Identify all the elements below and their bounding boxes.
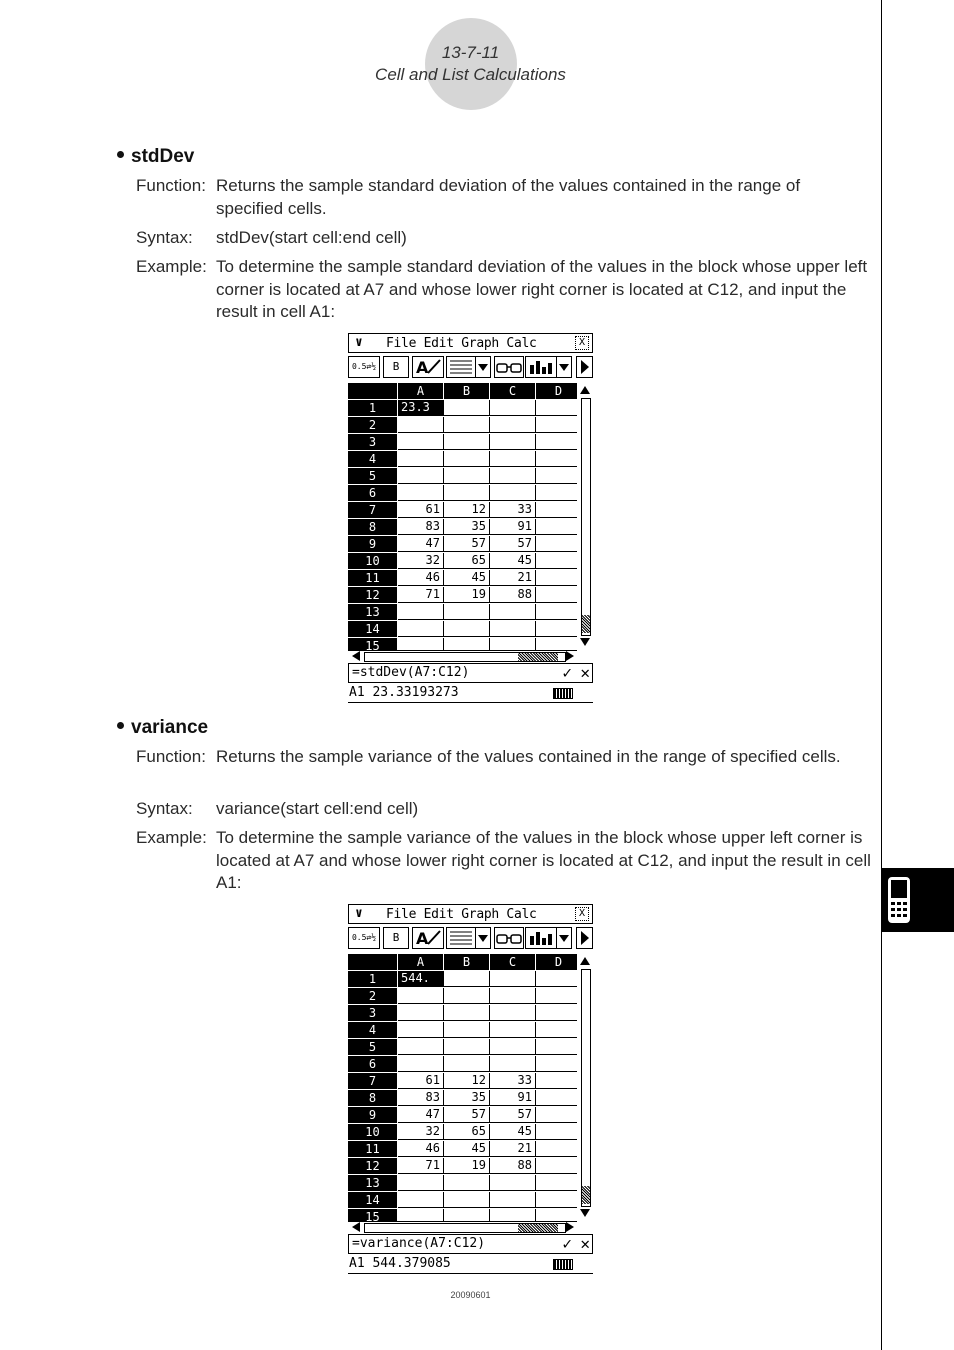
cell-b10[interactable]: 65 xyxy=(444,553,490,569)
row-header-3[interactable]: 3 xyxy=(348,434,397,450)
menu-bar xyxy=(348,333,593,353)
cell-a10[interactable]: 32 xyxy=(398,1124,444,1140)
cell-a12[interactable]: 71 xyxy=(398,1158,444,1174)
cell-c11[interactable]: 21 xyxy=(490,570,536,586)
align-icon[interactable] xyxy=(446,927,476,949)
toolbar xyxy=(348,927,593,949)
cell-c3[interactable] xyxy=(490,1005,536,1021)
cell-d7[interactable] xyxy=(536,1073,577,1089)
stddev-example: Example: To determine the sample standard deviation of the values in the block whose upper left corner is located at A7 and whose lower right corner is located at C12, and input the result in cell A1: xyxy=(136,257,868,321)
formula-edit-box[interactable] xyxy=(348,1234,593,1254)
footer-code: 20090601 xyxy=(450,1290,491,1300)
cell-b2[interactable] xyxy=(444,988,490,1004)
row-header-1[interactable]: 1 xyxy=(348,971,397,987)
cell-d10[interactable] xyxy=(536,553,577,569)
cell-b6[interactable] xyxy=(444,485,490,501)
page-number: 13-7-11 xyxy=(441,43,500,62)
scroll-track[interactable] xyxy=(581,969,591,1207)
scroll-right-icon[interactable] xyxy=(576,356,593,378)
cell-d1[interactable] xyxy=(536,400,577,416)
cell-d13[interactable] xyxy=(536,604,577,620)
cell-a13[interactable] xyxy=(398,1175,444,1191)
cell-b14[interactable] xyxy=(444,621,490,637)
row-header-9[interactable]: 9 xyxy=(348,1107,397,1123)
cell-b11[interactable]: 45 xyxy=(444,570,490,586)
cell-c11[interactable]: 21 xyxy=(490,1141,536,1157)
row-header-10[interactable]: 10 xyxy=(348,553,397,569)
fraction-toggle-button[interactable]: 0.5⇄½ xyxy=(348,927,380,949)
cell-a9[interactable]: 47 xyxy=(398,536,444,552)
cell-d5[interactable] xyxy=(536,1039,577,1055)
spreadsheet-area xyxy=(348,954,593,1224)
edit-pencil-icon[interactable] xyxy=(412,927,444,949)
cell-a4[interactable] xyxy=(398,451,444,467)
grid-corner xyxy=(348,383,397,399)
row-header-10[interactable]: 10 xyxy=(348,1124,397,1140)
cell-c14[interactable] xyxy=(490,1192,536,1208)
check-icon[interactable]: ✓ xyxy=(562,1234,572,1253)
variance-heading: variance xyxy=(117,717,208,739)
cell-d11[interactable] xyxy=(536,570,577,586)
cell-d4[interactable] xyxy=(536,1022,577,1038)
stddev-calculator-screen xyxy=(348,333,593,705)
cell-d8[interactable] xyxy=(536,1090,577,1106)
spreadsheet-grid xyxy=(348,954,577,1222)
variance-function: Function: Returns the sample variance of the values contained in the range of specified cells. xyxy=(136,747,841,766)
close-icon[interactable]: X xyxy=(575,336,589,350)
bullet-icon xyxy=(117,722,124,729)
cell-c2[interactable] xyxy=(490,417,536,433)
classpad-calculator-icon xyxy=(887,876,911,924)
cell-c8[interactable]: 91 xyxy=(490,1090,536,1106)
column-header-c[interactable]: C xyxy=(490,383,535,399)
cell-a11[interactable]: 46 xyxy=(398,1141,444,1157)
bullet-icon xyxy=(117,151,124,158)
cell-b12[interactable]: 19 xyxy=(444,1158,490,1174)
cell-a2[interactable] xyxy=(398,417,444,433)
row-header-3[interactable]: 3 xyxy=(348,1005,397,1021)
row-header-13[interactable]: 13 xyxy=(348,1175,397,1191)
scroll-right-icon[interactable] xyxy=(576,927,593,949)
row-header-7[interactable]: 7 xyxy=(348,502,397,518)
row-header-11[interactable]: 11 xyxy=(348,1141,397,1157)
cell-c4[interactable] xyxy=(490,1022,536,1038)
cell-b13[interactable] xyxy=(444,604,490,620)
cell-c9[interactable]: 57 xyxy=(490,536,536,552)
grid-corner xyxy=(348,954,397,970)
cell-c6[interactable] xyxy=(490,485,536,501)
cell-b7[interactable]: 12 xyxy=(444,1073,490,1089)
cell-d6[interactable] xyxy=(536,1056,577,1072)
cell-b11[interactable]: 45 xyxy=(444,1141,490,1157)
cell-d5[interactable] xyxy=(536,468,577,484)
view-glasses-icon[interactable] xyxy=(494,356,524,378)
bold-button[interactable]: B xyxy=(383,356,409,378)
cell-b6[interactable] xyxy=(444,1056,490,1072)
cell-b9[interactable]: 57 xyxy=(444,1107,490,1123)
cell-c7[interactable]: 33 xyxy=(490,1073,536,1089)
fraction-toggle-button[interactable]: 0.5⇄½ xyxy=(348,356,380,378)
menu-logo-icon[interactable]: ∨ xyxy=(355,335,363,350)
cell-c8[interactable]: 91 xyxy=(490,519,536,535)
cell-b7[interactable]: 12 xyxy=(444,502,490,518)
cell-b8[interactable]: 35 xyxy=(444,519,490,535)
cell-d2[interactable] xyxy=(536,988,577,1004)
edit-pencil-icon[interactable] xyxy=(412,356,444,378)
cell-d3[interactable] xyxy=(536,1005,577,1021)
cell-b8[interactable]: 35 xyxy=(444,1090,490,1106)
variance-syntax: Syntax: variance(start cell:end cell) xyxy=(136,799,419,818)
cell-d11[interactable] xyxy=(536,1141,577,1157)
row-header-13[interactable]: 13 xyxy=(348,604,397,620)
header-circle xyxy=(425,18,517,110)
cell-d14[interactable] xyxy=(536,621,577,637)
cell-b3[interactable] xyxy=(444,434,490,450)
cell-b10[interactable]: 65 xyxy=(444,1124,490,1140)
cell-c3[interactable] xyxy=(490,434,536,450)
formula-text[interactable]: =stdDev(A7:C12) xyxy=(352,665,470,680)
formula-text[interactable]: =variance(A7:C12) xyxy=(352,1236,486,1251)
cell-a9[interactable]: 47 xyxy=(398,1107,444,1123)
cell-c1[interactable] xyxy=(490,971,536,987)
dropdown-arrow-icon[interactable] xyxy=(475,927,491,949)
h-scroll-thumb[interactable] xyxy=(518,653,558,661)
row-header-5[interactable]: 5 xyxy=(348,1039,397,1055)
cell-c7[interactable]: 33 xyxy=(490,502,536,518)
cell-c12[interactable]: 88 xyxy=(490,1158,536,1174)
horizontal-scrollbar[interactable] xyxy=(348,1220,577,1234)
cell-d4[interactable] xyxy=(536,451,577,467)
cell-c12[interactable]: 88 xyxy=(490,587,536,603)
cell-b2[interactable] xyxy=(444,417,490,433)
align-icon[interactable] xyxy=(446,356,476,378)
cell-c6[interactable] xyxy=(490,1056,536,1072)
cell-b14[interactable] xyxy=(444,1192,490,1208)
spreadsheet-area xyxy=(348,383,593,653)
scroll-track[interactable] xyxy=(581,398,591,636)
cell-a12[interactable]: 71 xyxy=(398,587,444,603)
cell-c13[interactable] xyxy=(490,1175,536,1191)
column-header-d[interactable]: D xyxy=(536,383,577,399)
cell-a5[interactable] xyxy=(398,468,444,484)
cell-a1[interactable]: 544. xyxy=(398,971,444,987)
cell-c10[interactable]: 45 xyxy=(490,1124,536,1140)
h-scroll-thumb[interactable] xyxy=(518,1224,558,1232)
cell-d1[interactable] xyxy=(536,971,577,987)
status-result: A1 23.33193273 xyxy=(349,685,459,700)
cell-d12[interactable] xyxy=(536,587,577,603)
scroll-thumb[interactable] xyxy=(582,615,590,633)
variance-calculator-screen xyxy=(348,904,593,1276)
cell-b4[interactable] xyxy=(444,1022,490,1038)
column-header-a[interactable]: A xyxy=(398,954,443,970)
cell-b9[interactable]: 57 xyxy=(444,536,490,552)
cell-a8[interactable]: 83 xyxy=(398,519,444,535)
vertical-scrollbar[interactable] xyxy=(578,383,592,650)
cell-c10[interactable]: 45 xyxy=(490,553,536,569)
row-header-7[interactable]: 7 xyxy=(348,1073,397,1089)
bold-button[interactable]: B xyxy=(383,927,409,949)
cell-d13[interactable] xyxy=(536,1175,577,1191)
row-header-6[interactable]: 6 xyxy=(348,485,397,501)
cell-d6[interactable] xyxy=(536,485,577,501)
row-header-4[interactable]: 4 xyxy=(348,1022,397,1038)
cell-d9[interactable] xyxy=(536,536,577,552)
cell-a1[interactable]: 23.3 xyxy=(398,400,444,416)
cell-b5[interactable] xyxy=(444,1039,490,1055)
cell-a8[interactable]: 83 xyxy=(398,1090,444,1106)
graph-icon[interactable] xyxy=(525,356,557,378)
stddev-syntax: Syntax: stdDev(start cell:end cell) xyxy=(136,228,407,247)
cell-b12[interactable]: 19 xyxy=(444,587,490,603)
row-header-4[interactable]: 4 xyxy=(348,451,397,467)
cell-d14[interactable] xyxy=(536,1192,577,1208)
column-header-c[interactable]: C xyxy=(490,954,535,970)
cell-b1[interactable] xyxy=(444,400,490,416)
row-header-15[interactable]: 15 xyxy=(348,1209,397,1222)
graph-icon[interactable] xyxy=(525,927,557,949)
cell-d7[interactable] xyxy=(536,502,577,518)
cell-b3[interactable] xyxy=(444,1005,490,1021)
row-header-12[interactable]: 12 xyxy=(348,1158,397,1174)
menu-items[interactable]: File Edit Graph Calc xyxy=(386,907,537,922)
cell-a14[interactable] xyxy=(398,621,444,637)
row-header-1[interactable]: 1 xyxy=(348,400,397,416)
cell-d10[interactable] xyxy=(536,1124,577,1140)
column-header-b[interactable]: B xyxy=(444,383,489,399)
cell-d9[interactable] xyxy=(536,1107,577,1123)
toolbar xyxy=(348,356,593,378)
cell-a14[interactable] xyxy=(398,1192,444,1208)
cell-b4[interactable] xyxy=(444,451,490,467)
cell-a2[interactable] xyxy=(398,988,444,1004)
formula-edit-box[interactable] xyxy=(348,663,593,683)
stddev-function: Function: Returns the sample standard deviation of the values contained in the range of specified cells. xyxy=(136,176,801,218)
cell-a13[interactable] xyxy=(398,604,444,620)
close-icon[interactable]: X xyxy=(575,907,589,921)
cell-d12[interactable] xyxy=(536,1158,577,1174)
cell-a3[interactable] xyxy=(398,1005,444,1021)
graph-dropdown-icon[interactable] xyxy=(556,356,572,378)
page-margin-line xyxy=(881,0,882,1350)
cell-a7[interactable]: 61 xyxy=(398,502,444,518)
row-header-9[interactable]: 9 xyxy=(348,536,397,552)
row-header-11[interactable]: 11 xyxy=(348,570,397,586)
column-header-d[interactable]: D xyxy=(536,954,577,970)
graph-dropdown-icon[interactable] xyxy=(556,927,572,949)
battery-icon xyxy=(553,688,573,699)
cell-a10[interactable]: 32 xyxy=(398,553,444,569)
cell-c4[interactable] xyxy=(490,451,536,467)
cell-c13[interactable] xyxy=(490,604,536,620)
stddev-heading: stdDev xyxy=(117,146,194,168)
cell-b5[interactable] xyxy=(444,468,490,484)
cell-a6[interactable] xyxy=(398,1056,444,1072)
cancel-icon[interactable]: ✕ xyxy=(580,1234,590,1253)
row-header-8[interactable]: 8 xyxy=(348,1090,397,1106)
row-header-2[interactable]: 2 xyxy=(348,988,397,1004)
cell-c5[interactable] xyxy=(490,1039,536,1055)
vertical-scrollbar[interactable] xyxy=(578,954,592,1221)
horizontal-scrollbar[interactable] xyxy=(348,649,577,663)
cancel-icon[interactable]: ✕ xyxy=(580,663,590,682)
cell-a11[interactable]: 46 xyxy=(398,570,444,586)
row-header-14[interactable]: 14 xyxy=(348,1192,397,1208)
dropdown-arrow-icon[interactable] xyxy=(475,356,491,378)
cell-c2[interactable] xyxy=(490,988,536,1004)
spreadsheet-grid xyxy=(348,383,577,651)
row-header-14[interactable]: 14 xyxy=(348,621,397,637)
row-header-5[interactable]: 5 xyxy=(348,468,397,484)
row-header-6[interactable]: 6 xyxy=(348,1056,397,1072)
column-header-a[interactable]: A xyxy=(398,383,443,399)
cell-c9[interactable]: 57 xyxy=(490,1107,536,1123)
menu-bar xyxy=(348,904,593,924)
section-title: Cell and List Calculations xyxy=(375,65,566,84)
cell-c5[interactable] xyxy=(490,468,536,484)
cell-a4[interactable] xyxy=(398,1022,444,1038)
menu-items[interactable]: File Edit Graph Calc xyxy=(386,336,537,351)
view-glasses-icon[interactable] xyxy=(494,927,524,949)
row-header-15[interactable]: 15 xyxy=(348,638,397,651)
cell-c1[interactable] xyxy=(490,400,536,416)
svg-text:A: A xyxy=(416,358,429,377)
row-header-12[interactable]: 12 xyxy=(348,587,397,603)
cell-d3[interactable] xyxy=(536,434,577,450)
cell-d8[interactable] xyxy=(536,519,577,535)
row-header-8[interactable]: 8 xyxy=(348,519,397,535)
cell-c14[interactable] xyxy=(490,621,536,637)
row-header-2[interactable]: 2 xyxy=(348,417,397,433)
menu-logo-icon[interactable]: ∨ xyxy=(355,906,363,921)
variance-example: Example: To determine the sample variance of the values in the block whose upper left corner is located at A7 and whose lower right corner is located at C12, and input the result in cell A1: xyxy=(136,828,871,892)
column-header-b[interactable]: B xyxy=(444,954,489,970)
status-result: A1 544.379085 xyxy=(349,1256,451,1271)
check-icon[interactable]: ✓ xyxy=(562,663,572,682)
battery-icon xyxy=(553,1259,573,1270)
scroll-thumb[interactable] xyxy=(582,1186,590,1204)
cell-d2[interactable] xyxy=(536,417,577,433)
chapter-tab xyxy=(882,868,954,932)
status-bar xyxy=(348,685,593,703)
svg-text:A: A xyxy=(416,929,429,948)
cell-a5[interactable] xyxy=(398,1039,444,1055)
cell-a6[interactable] xyxy=(398,485,444,501)
cell-a3[interactable] xyxy=(398,434,444,450)
status-bar xyxy=(348,1256,593,1274)
cell-b1[interactable] xyxy=(444,971,490,987)
cell-b13[interactable] xyxy=(444,1175,490,1191)
cell-a7[interactable]: 61 xyxy=(398,1073,444,1089)
